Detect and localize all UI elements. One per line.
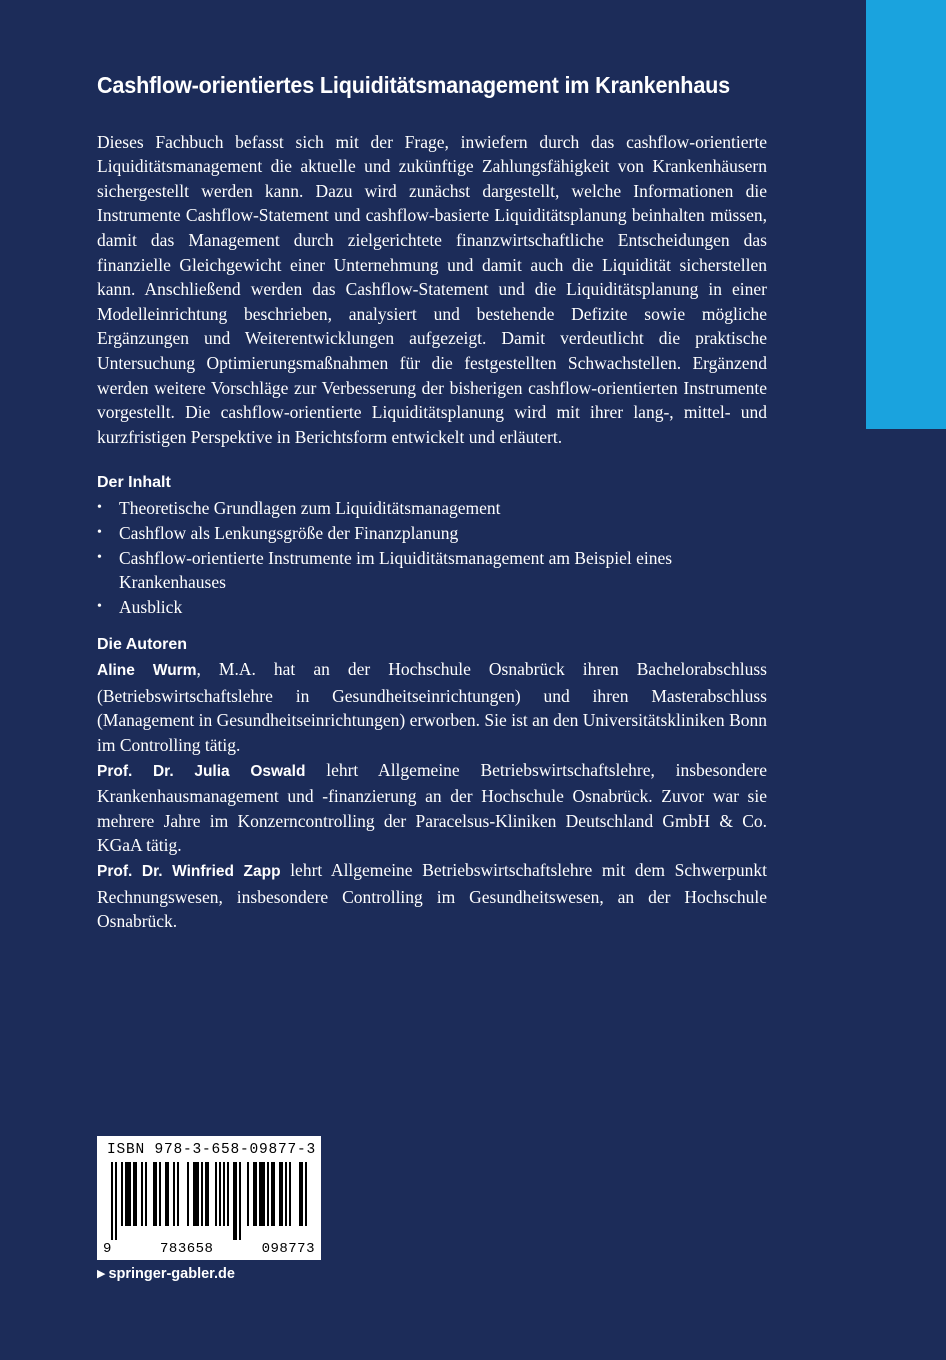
barcode-bar bbox=[239, 1162, 241, 1240]
barcode-digit-group: 783658 bbox=[160, 1241, 214, 1257]
website-url: springer-gabler.de bbox=[108, 1266, 235, 1282]
contents-item: • Cashflow als Lenkungsgröße der Finanzplanung bbox=[97, 521, 767, 546]
barcode-bar bbox=[145, 1162, 147, 1226]
barcode-bar bbox=[267, 1162, 269, 1226]
barcode-bar bbox=[121, 1162, 123, 1226]
authors-heading: Die Autoren bbox=[97, 636, 188, 654]
barcode-bar bbox=[215, 1162, 217, 1226]
barcode-bar bbox=[201, 1162, 203, 1226]
barcode-bar bbox=[111, 1162, 113, 1240]
author-bio: lehrt Allgemeine Betriebswirtschaftslehre mit dem Schwerpunkt Rechnungswesen, insbesondere Controlling im Gesundheitswesen, an der Hochschule Osnabrück. bbox=[97, 860, 767, 932]
contents-item: • Theoretische Grundlagen zum Liquiditätsmanagement bbox=[97, 496, 767, 521]
barcode-digits bbox=[103, 1242, 315, 1256]
barcode-bar bbox=[289, 1162, 291, 1226]
bullet-icon: • bbox=[97, 500, 102, 516]
bullet-icon: • bbox=[97, 524, 102, 540]
barcode-bar bbox=[193, 1162, 199, 1226]
barcode-bar bbox=[173, 1162, 175, 1226]
barcode-bar bbox=[233, 1162, 237, 1240]
barcode-bar bbox=[279, 1162, 283, 1226]
barcode-bar bbox=[259, 1162, 265, 1226]
barcode-digit-group: 9 bbox=[103, 1241, 112, 1257]
author-entry bbox=[97, 758, 767, 858]
bullet-icon: • bbox=[97, 549, 102, 565]
book-title: Cashflow-orientiertes Liquiditätsmanagement im Krankenhaus bbox=[97, 72, 731, 98]
author-name: Prof. Dr. Julia Oswald bbox=[97, 762, 306, 780]
barcode-bar bbox=[125, 1162, 131, 1226]
barcode-bar bbox=[187, 1162, 189, 1226]
author-name: Prof. Dr. Winfried Zapp bbox=[97, 863, 281, 881]
barcode-bar bbox=[227, 1162, 229, 1226]
isbn-barcode bbox=[97, 1136, 321, 1260]
author-name: Aline Wurm bbox=[97, 662, 197, 680]
author-bio: , M.A. hat an der Hochschule Osnabrück ihren Bachelorabschluss (Betriebswirtschaftslehre in Gesundheitseinrichtungen) und ihren Masterabschluss (Management in Gesundheitseinrichtungen) erworben. Sie ist an den Universitätskliniken Bonn im Controlling tätig. bbox=[97, 659, 767, 756]
book-description: Dieses Fachbuch befasst sich mit der Frage, inwiefern durch das cashflow-orientierte Liquiditätsmanagement die aktuelle und zukünftige Zahlungsfähigkeit von Krankenhäusern sichergestellt werden kann. Dazu wird zunächst dargestellt, welche Informationen die Instrumente Cashflow-Statement und cashflow-basierte Liquiditätsplanung beinhalten müssen, damit das Management durch zielgerichtete finanzwirtschaftliche Entscheidungen das finanzielle Gleichgewicht einer Unternehmung und damit auch die Liquidität sicherstellen kann. Anschließend werden das Cashflow-Statement und die Liquiditätsplanung in einer Modelleinrichtung beschrieben, analysiert und bestehende Defizite sowie mögliche Ergänzungen und Weiterentwicklungen aufgezeigt. Damit verdeutlicht die praktische Untersuchung Optimierungsmaßnahmen für die festgestellten Schwachstellen. Ergänzend werden weitere Vorschläge zur Verbesserung der bisherigen cashflow-orientierten Instrumente vorgestellt. Die cashflow-orientierte Liquiditätsplanung wird mit ihrer lang-, mittel- und kurzfristigen Perspektive in Berichtsform entwickelt und erläutert. bbox=[97, 131, 767, 447]
barcode-bar bbox=[247, 1162, 249, 1226]
barcode-bar bbox=[115, 1162, 117, 1240]
barcode-bar bbox=[305, 1162, 307, 1226]
barcode-bar bbox=[177, 1162, 179, 1226]
barcode-bar bbox=[205, 1162, 209, 1226]
isbn-label: ISBN 978-3-658-09877-3 bbox=[107, 1142, 317, 1158]
barcode-digit-group: 098773 bbox=[261, 1241, 315, 1257]
contents-heading: Der Inhalt bbox=[97, 474, 171, 492]
author-entry bbox=[97, 858, 767, 934]
barcode-bar bbox=[271, 1162, 275, 1226]
barcode-bar bbox=[133, 1162, 137, 1226]
barcode-bars bbox=[107, 1162, 311, 1240]
back-cover-content bbox=[97, 72, 767, 934]
accent-bar bbox=[866, 0, 946, 429]
play-arrow-icon: ▶ bbox=[97, 1268, 106, 1280]
barcode-bar bbox=[299, 1162, 303, 1226]
barcode-bar bbox=[159, 1162, 161, 1226]
barcode-bar bbox=[141, 1162, 143, 1226]
barcode-bar bbox=[219, 1162, 221, 1226]
barcode-bar bbox=[165, 1162, 169, 1226]
contents-item: • Cashflow-orientierte Instrumente im Liquiditätsmanagement am Beispiel eines Krankenhauses bbox=[97, 547, 673, 593]
barcode-bar bbox=[285, 1162, 287, 1226]
barcode-bar bbox=[153, 1162, 157, 1226]
contents-item: • Ausblick bbox=[97, 595, 767, 620]
barcode-bar bbox=[223, 1162, 225, 1226]
contents-list bbox=[97, 496, 767, 619]
author-bio: lehrt Allgemeine Betriebswirtschaftslehre, insbesondere Krankenhausmanagement und -finanzierung an der Hochschule Osnabrück. Zuvor war sie mehrere Jahre im Konzerncontrolling der Paracelsus-Kliniken Deutschland GmbH & Co. KGaA tätig. bbox=[97, 759, 767, 856]
website-link[interactable] bbox=[97, 1266, 235, 1282]
bullet-icon: • bbox=[97, 598, 102, 614]
author-entry bbox=[97, 657, 767, 757]
barcode-bar bbox=[253, 1162, 257, 1226]
